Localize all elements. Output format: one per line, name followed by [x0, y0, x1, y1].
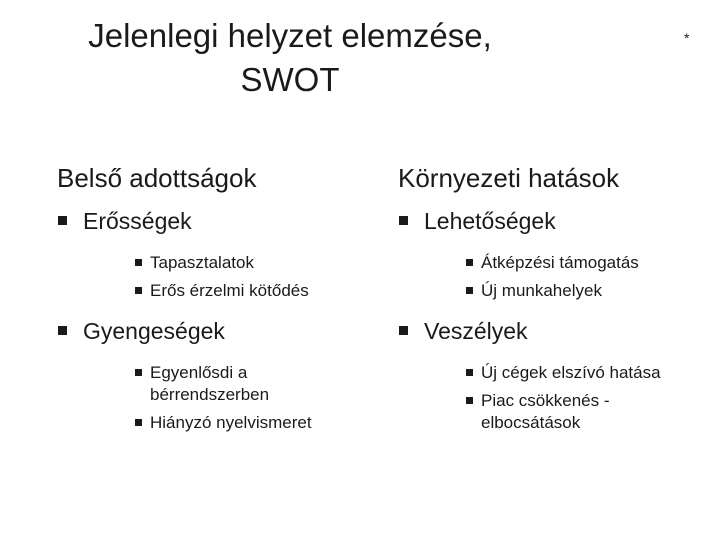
opportunity-subitem	[465, 252, 718, 274]
strengths-group	[57, 206, 347, 302]
weaknesses-group	[57, 316, 347, 434]
strength-subitem	[134, 280, 347, 302]
weakness-subitem	[134, 412, 347, 434]
threat-subitem-text: Piac csökkenés - elbocsátások	[481, 391, 610, 432]
weakness-subitem	[134, 362, 330, 406]
square-bullet-icon	[399, 326, 408, 335]
slide-title	[40, 14, 540, 102]
square-bullet-icon	[466, 369, 473, 376]
opportunities-item	[398, 206, 718, 236]
opportunity-subitem-text: Új munkahelyek	[481, 281, 602, 300]
square-bullet-icon	[135, 287, 142, 294]
square-bullet-icon	[58, 326, 67, 335]
opportunity-subitem-text: Átképzési támogatás	[481, 253, 639, 272]
opportunities-label: Lehetőségek	[424, 208, 556, 234]
threat-subitem-text: Új cégek elszívó hatása	[481, 363, 661, 382]
opportunities-group	[398, 206, 718, 302]
strength-subitem-text: Tapasztalatok	[150, 253, 254, 272]
square-bullet-icon	[399, 216, 408, 225]
square-bullet-icon	[58, 216, 67, 225]
internal-factors-column	[57, 160, 347, 440]
square-bullet-icon	[466, 287, 473, 294]
square-bullet-icon	[135, 259, 142, 266]
threats-label: Veszélyek	[424, 318, 528, 344]
external-factors-column	[398, 160, 718, 440]
square-bullet-icon	[135, 369, 142, 376]
weaknesses-item	[57, 316, 347, 346]
square-bullet-icon	[466, 259, 473, 266]
threats-group	[398, 316, 718, 434]
strengths-item	[57, 206, 347, 236]
threat-subitem	[465, 390, 641, 434]
slide-title-line2: SWOT	[240, 61, 340, 98]
weaknesses-label: Gyengeségek	[83, 318, 225, 344]
slide-title-line1: Jelenlegi helyzet elemzése,	[88, 17, 492, 54]
weakness-subitem-text: Egyenlősdi a bérrendszerben	[150, 363, 270, 404]
internal-factors-heading: Belső adottságok	[57, 163, 257, 193]
strength-subitem	[134, 252, 347, 274]
external-factors-heading: Környezeti hatások	[398, 163, 620, 193]
threats-item	[398, 316, 718, 346]
opportunity-subitem	[465, 280, 718, 302]
weakness-subitem-text: Hiányzó nyelvismeret	[150, 413, 312, 432]
square-bullet-icon	[135, 419, 142, 426]
corner-mark: *	[684, 30, 690, 46]
square-bullet-icon	[466, 397, 473, 404]
strengths-label: Erősségek	[83, 208, 192, 234]
strength-subitem-text: Erős érzelmi kötődés	[150, 281, 309, 300]
threat-subitem	[465, 362, 720, 384]
